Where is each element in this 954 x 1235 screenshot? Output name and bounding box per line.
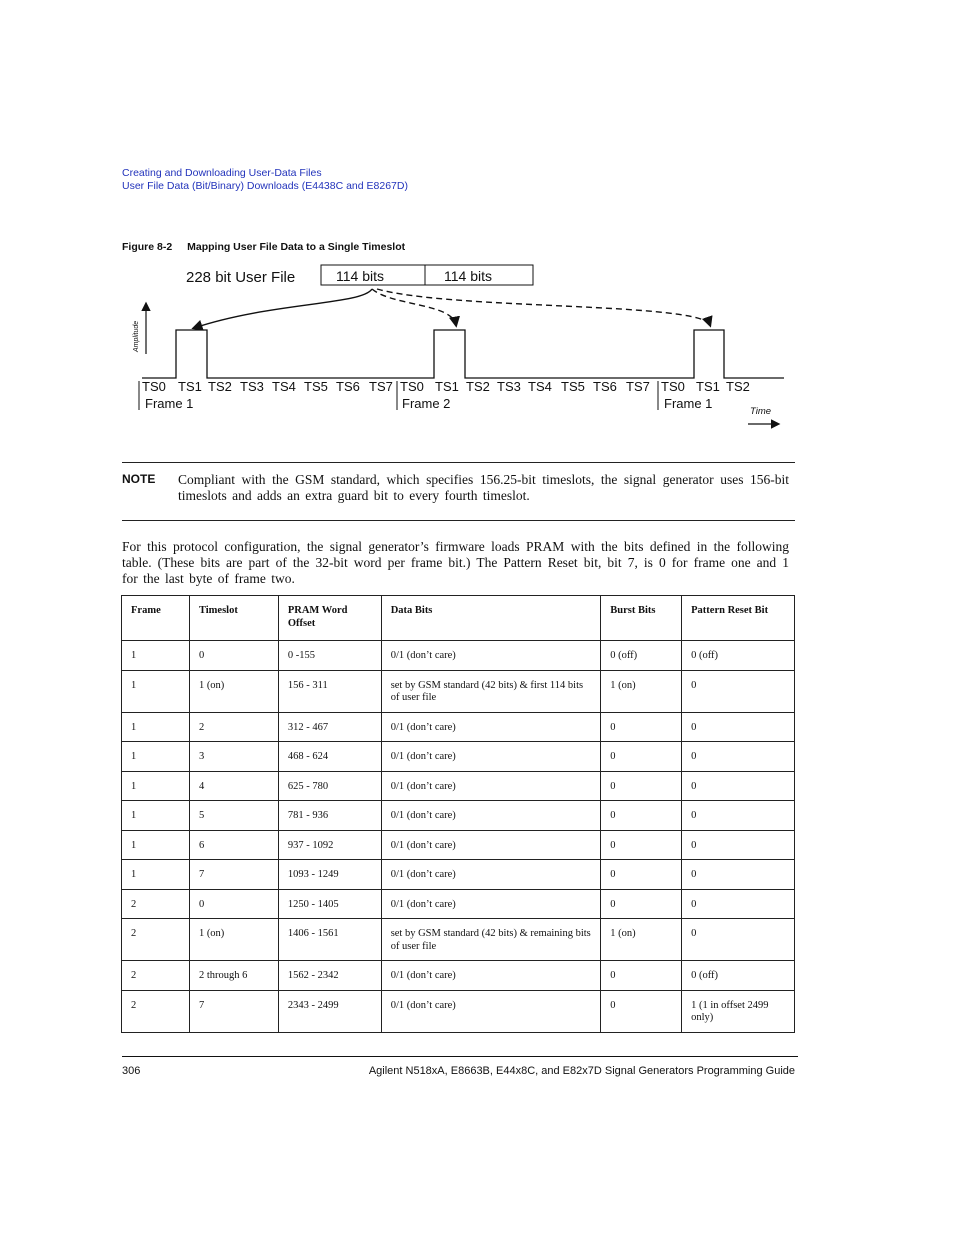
cell-burst-bits: 0 [601, 742, 682, 772]
timeslot-label: TS3 [497, 379, 521, 394]
figure-number: Figure 8-2 [122, 241, 173, 253]
cell-timeslot: 6 [189, 830, 278, 860]
user-file-label: 228 bit User File [186, 269, 296, 286]
cell-pram-offset: 0 -155 [278, 641, 381, 671]
cell-pram-offset: 1250 - 1405 [278, 889, 381, 919]
cell-data-bits: 0/1 (don’t care) [381, 771, 601, 801]
table-row [122, 641, 795, 671]
table-row [122, 670, 795, 712]
cell-frame: 2 [122, 919, 190, 961]
cell-pram-offset: 468 - 624 [278, 742, 381, 772]
cell-timeslot: 1 (on) [189, 919, 278, 961]
header-data-bits: Data Bits [381, 596, 601, 641]
cell-pattern-reset: 0 [682, 830, 795, 860]
cell-burst-bits: 0 [601, 990, 682, 1032]
timeslot-label: TS0 [661, 379, 685, 394]
cell-pattern-reset: 0 [682, 712, 795, 742]
cell-burst-bits: 0 [601, 771, 682, 801]
cell-burst-bits: 0 [601, 860, 682, 890]
bits-block-first-label: 114 bits [336, 268, 384, 284]
cell-frame: 1 [122, 771, 190, 801]
cell-data-bits: 0/1 (don’t care) [381, 801, 601, 831]
x-axis-label: Time [750, 406, 772, 417]
page-number: 306 [122, 1065, 141, 1077]
cell-pattern-reset: 0 [682, 860, 795, 890]
cell-timeslot: 7 [189, 860, 278, 890]
cell-data-bits: 0/1 (don’t care) [381, 990, 601, 1032]
cell-frame: 1 [122, 670, 190, 712]
timeslot-label: TS6 [336, 379, 360, 394]
cell-pram-offset: 781 - 936 [278, 801, 381, 831]
timeslot-label: TS5 [304, 379, 328, 394]
cell-burst-bits: 0 [601, 712, 682, 742]
cell-data-bits: set by GSM standard (42 bits) & remaining bits of user file [381, 919, 601, 961]
arrow-to-frame2-ts1 [372, 289, 456, 325]
frame-label-2: Frame 2 [402, 396, 451, 411]
timeslot-label: TS4 [528, 379, 552, 394]
timeslot-label: TS0 [400, 379, 424, 394]
table-row [122, 961, 795, 991]
arrow-to-frame1-ts1 [194, 289, 372, 328]
table-body [122, 641, 795, 1033]
cell-pattern-reset: 0 [682, 919, 795, 961]
cell-pram-offset: 937 - 1092 [278, 830, 381, 860]
cell-burst-bits: 0 [601, 889, 682, 919]
cell-data-bits: 0/1 (don’t care) [381, 641, 601, 671]
table-row [122, 990, 795, 1032]
table-row [122, 860, 795, 890]
cell-burst-bits: 1 (on) [601, 670, 682, 712]
frame-label-1: Frame 1 [145, 396, 194, 411]
cell-pram-offset: 1562 - 2342 [278, 961, 381, 991]
table-row [122, 712, 795, 742]
timeslot-label: TS0 [142, 379, 166, 394]
cell-timeslot: 1 (on) [189, 670, 278, 712]
cell-frame: 1 [122, 641, 190, 671]
breadcrumb-section[interactable]: User File Data (Bit/Binary) Downloads (E4438C and E8267D) [122, 180, 408, 192]
cell-frame: 1 [122, 742, 190, 772]
cell-pram-offset: 312 - 467 [278, 712, 381, 742]
cell-pattern-reset: 0 (off) [682, 641, 795, 671]
timeslot-label: TS7 [369, 379, 393, 394]
note-bottom-rule [122, 520, 795, 521]
cell-pattern-reset: 0 [682, 889, 795, 919]
timeslot-label: TS2 [208, 379, 232, 394]
note-top-rule [122, 462, 795, 463]
frame-label-3: Frame 1 [664, 396, 713, 411]
pram-table [121, 595, 795, 1033]
body-paragraph: For this protocol configuration, the signal generator’s firmware loads PRAM with the bits defined in the following table. (These bits are part of the 32-bit word per frame bit.) The Pattern Reset bit, bit 7, is 0 for frame one and 1 for the last byte of frame two. [122, 539, 789, 586]
figure-title: Mapping User File Data to a Single Timeslot [187, 241, 406, 253]
bits-block-second-label: 114 bits [444, 268, 492, 284]
cell-pattern-reset: 0 [682, 771, 795, 801]
footer-rule [122, 1056, 798, 1057]
cell-frame: 2 [122, 990, 190, 1032]
figure-caption [122, 241, 405, 253]
cell-burst-bits: 0 (off) [601, 641, 682, 671]
table-row [122, 771, 795, 801]
arrow-to-next-frame1-ts1 [377, 289, 710, 325]
timeslot-label: TS6 [593, 379, 617, 394]
header-burst-bits: Burst Bits [601, 596, 682, 641]
cell-data-bits: 0/1 (don’t care) [381, 712, 601, 742]
burst-waveform [142, 330, 784, 378]
timeslot-diagram [122, 258, 792, 438]
table-row [122, 830, 795, 860]
cell-burst-bits: 1 (on) [601, 919, 682, 961]
timeslot-label: TS5 [561, 379, 585, 394]
cell-timeslot: 0 [189, 641, 278, 671]
timeslot-labels [142, 379, 750, 394]
cell-pattern-reset: 1 (1 in offset 2499 only) [682, 990, 795, 1032]
cell-timeslot: 3 [189, 742, 278, 772]
cell-data-bits: 0/1 (don’t care) [381, 860, 601, 890]
cell-pattern-reset: 0 [682, 742, 795, 772]
cell-timeslot: 4 [189, 771, 278, 801]
cell-pram-offset: 2343 - 2499 [278, 990, 381, 1032]
table-row [122, 801, 795, 831]
cell-burst-bits: 0 [601, 830, 682, 860]
y-axis-label: Amplitude [133, 320, 140, 352]
header-pattern-reset: Pattern Reset Bit [682, 596, 795, 641]
table-row [122, 742, 795, 772]
cell-data-bits: set by GSM standard (42 bits) & first 114 bits of user file [381, 670, 601, 712]
cell-frame: 1 [122, 830, 190, 860]
header-pram-offset: PRAM Word Offset [278, 596, 381, 641]
timeslot-label: TS1 [178, 379, 202, 394]
cell-pram-offset: 1093 - 1249 [278, 860, 381, 890]
table-header-row [122, 596, 795, 641]
header-timeslot: Timeslot [189, 596, 278, 641]
cell-pram-offset: 1406 - 1561 [278, 919, 381, 961]
note-label: NOTE [122, 472, 156, 486]
cell-timeslot: 5 [189, 801, 278, 831]
table-row [122, 919, 795, 961]
timeslot-label: TS1 [435, 379, 459, 394]
cell-pram-offset: 625 - 780 [278, 771, 381, 801]
cell-burst-bits: 0 [601, 801, 682, 831]
cell-timeslot: 0 [189, 889, 278, 919]
breadcrumb-chapter[interactable]: Creating and Downloading User-Data Files [122, 167, 322, 179]
cell-pattern-reset: 0 [682, 670, 795, 712]
timeslot-label: TS4 [272, 379, 296, 394]
cell-timeslot: 2 through 6 [189, 961, 278, 991]
cell-pattern-reset: 0 [682, 801, 795, 831]
cell-data-bits: 0/1 (don’t care) [381, 742, 601, 772]
cell-pattern-reset: 0 (off) [682, 961, 795, 991]
note-text: Compliant with the GSM standard, which specifies 156.25-bit timeslots, the signal generator uses 156-bit timeslots and adds an extra guard bit to every fourth timeslot. [178, 472, 789, 503]
cell-frame: 1 [122, 860, 190, 890]
table-row [122, 889, 795, 919]
cell-data-bits: 0/1 (don’t care) [381, 830, 601, 860]
footer-title: Agilent N518xA, E8663B, E44x8C, and E82x7D Signal Generators Programming Guide [368, 1065, 795, 1077]
cell-burst-bits: 0 [601, 961, 682, 991]
cell-frame: 2 [122, 961, 190, 991]
timeslot-label: TS2 [726, 379, 750, 394]
timeslot-label: TS1 [696, 379, 720, 394]
cell-timeslot: 7 [189, 990, 278, 1032]
timeslot-label: TS7 [626, 379, 650, 394]
cell-frame: 2 [122, 889, 190, 919]
timeslot-label: TS2 [466, 379, 490, 394]
cell-data-bits: 0/1 (don’t care) [381, 961, 601, 991]
cell-timeslot: 2 [189, 712, 278, 742]
cell-frame: 1 [122, 712, 190, 742]
cell-frame: 1 [122, 801, 190, 831]
header-frame: Frame [122, 596, 190, 641]
timeslot-label: TS3 [240, 379, 264, 394]
cell-pram-offset: 156 - 311 [278, 670, 381, 712]
cell-data-bits: 0/1 (don’t care) [381, 889, 601, 919]
